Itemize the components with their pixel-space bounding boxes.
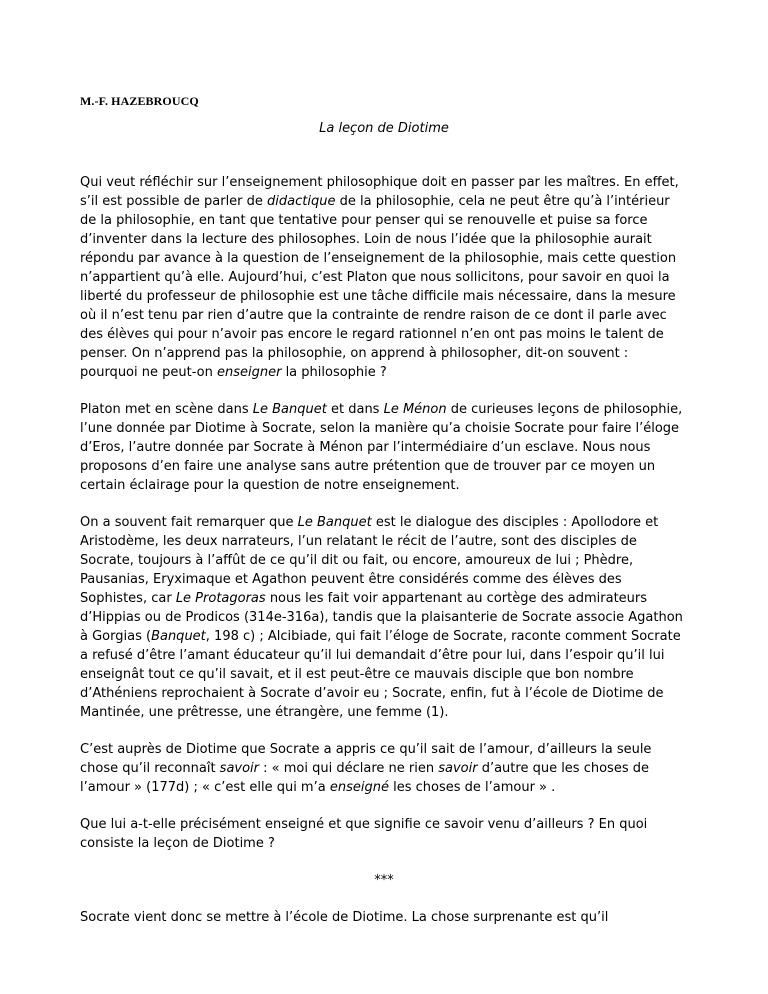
text-run: de curieuses leçons de philosophie, l’une donnée par Diotime à Socrate, selon la manière qu’a choisie Socrate pour faire l’éloge d’Eros, l’autre donnée par Socrate à Ménon par l’intermédiaire d’un esclave. Nous nous proposons d’en faire une analyse sans autre prétention que de trouver par ce moyen un certain éclairage pour la question de notre enseignement. <box>80 402 683 493</box>
text-run: est le dialogue des disciples : Apollodore et Aristodème, les deux narrateurs, l’un relatant le récit de l’autre, sont des disciples de Socrate, toujours à l’affût de ce qu’il dit ou fait, ou encore, amoureux de lui ; Phèdre, Pausanias, Eryximaque et Agathon peuvent être considérés comme des élèves des Sophistes, car <box>80 515 659 606</box>
text-run: la philosophie ? <box>281 365 387 380</box>
text-run: et dans <box>326 402 384 417</box>
text-run: , 198 c) ; Alcibiade, qui fait l’éloge de Socrate, raconte comment Socrate a refusé d’être l’amant éducateur qu’il lui demandait d’être pour lui, dans l’espoir qu’il lui enseignât tout ce qu’il savait, et il est peut-être ce mauvais disciple que bon nombre d’Athéniens reprochaient à Socrate d’avoir eu ; Socrate, enfin, fut à l’école de Diotime de Mantinée, une prêtresse, une étrangère, une femme (1). <box>80 629 681 720</box>
paragraph <box>80 400 688 495</box>
paragraph <box>80 815 688 853</box>
document-body <box>80 173 688 945</box>
text-run: d’autre que les choses de l’amour » (177d) ; « c’est elle qui m’a <box>80 761 649 795</box>
paragraph <box>80 908 688 927</box>
italic-text: Banquet <box>151 629 206 644</box>
italic-text: enseigné <box>329 780 389 795</box>
text-run: Qui veut réfléchir sur l’enseignement philosophique doit en passer par les maîtres. En effet, s’il est possible de parler de <box>80 175 679 209</box>
italic-text: Le Banquet <box>252 402 327 417</box>
text-run: de la philosophie, cela ne peut être qu’à l’intérieur de la philosophie, en tant que tentative pour penser qui se renouvelle et puise sa force d’inventer dans la lecture des philosophes. Loin de nous l’idée que la philosophie aurait répondu par avance à la question de l’enseignement de la philosophie, mais cette question n’appartient qu’à elle. Aujourd’hui, c’est Platon que nous sollicitons, pour savoir en quoi la liberté du professeur de philosophie est une tâche difficile mais nécessaire, dans la mesure où il n’est tenu par rien d’autre que la contrainte de rendre raison de ce dont il parle avec des élèves qui pour n’avoir pas encore le regard rationnel n’en ont pas moins le talent de penser. On n’apprend pas la philosophie, on apprend à philosopher, dit-on souvent : pourquoi ne peut-on <box>80 194 677 380</box>
italic-text: Le Ménon <box>383 402 447 417</box>
paragraph <box>80 173 688 382</box>
text-run: : « moi qui déclare ne rien <box>259 761 439 776</box>
author-name: M.-F. HAZEBROUCQ <box>80 94 199 108</box>
italic-text: enseigner <box>216 365 282 380</box>
italic-text: didactique <box>267 194 336 209</box>
text-run: Socrate vient donc se mettre à l’école de Diotime. La chose surprenante est qu’il <box>80 910 609 925</box>
italic-text: Le Banquet <box>297 515 372 530</box>
section-separator: *** <box>374 873 394 888</box>
text-run: Platon met en scène dans <box>80 402 253 417</box>
text-run: C’est auprès de Diotime que Socrate a appris ce qu’il sait de l’amour, d’ailleurs la seule chose qu’il reconnaît <box>80 742 652 776</box>
italic-text: savoir <box>438 761 478 776</box>
paragraph <box>80 740 688 797</box>
document-title: La leçon de Diotime <box>319 121 449 136</box>
text-run: Que lui a-t-elle précisément enseigné et que signifie ce savoir venu d’ailleurs ? En quoi consiste la leçon de Diotime ? <box>80 817 648 851</box>
paragraph <box>80 513 688 722</box>
italic-text: Le Protagoras <box>175 591 266 606</box>
text-run: On a souvent fait remarquer que <box>80 515 298 530</box>
text-run: nous les fait voir appartenant au cortège des admirateurs d’Hippias ou de Prodicos (314e-316a), tandis que la plaisanterie de Socrate associe Agathon à Gorgias ( <box>80 591 683 644</box>
text-run: les choses de l’amour » . <box>388 780 556 795</box>
italic-text: savoir <box>219 761 260 776</box>
